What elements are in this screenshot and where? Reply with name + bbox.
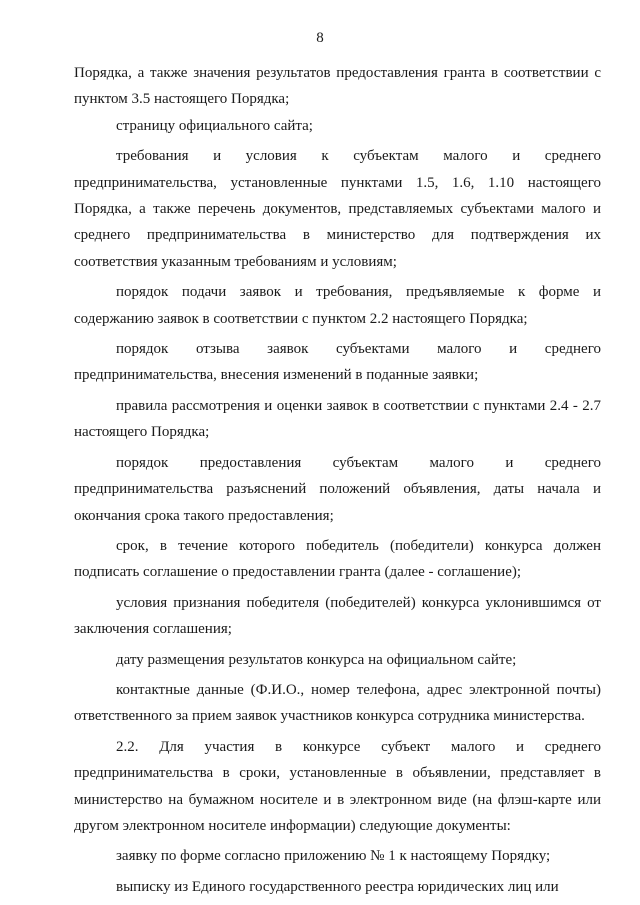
paragraph-clarifications: порядок предоставления субъектам малого и среднего предпринимательства разъяснений положений объявления, даты начала и окончания срока такого предоставления; xyxy=(74,454,601,524)
document-body xyxy=(74,60,601,904)
page-number: 8 xyxy=(316,30,324,46)
paragraph-review-rules: правила рассмотрения и оценки заявок в соответствии с пунктами 2.4 - 2.7 настоящего Порядка; xyxy=(74,397,601,441)
paragraph-section-2-2: 2.2. Для участия в конкурсе субъект малого и среднего предпринимательства в сроки, установленные в объявлении, представляет в министерство на бумажном носителе и в электронном виде (на флэш-карте или другом электронном носителе информации) следующие документы: xyxy=(74,738,601,834)
paragraph-signing-deadline: срок, в течение которого победитель (победители) конкурса должен подписать соглашение о предоставлении гранта (далее - соглашение); xyxy=(74,537,601,581)
paragraph-withdrawal-procedure: порядок отзыва заявок субъектами малого и среднего предпринимательства, внесения изменений в поданные заявки; xyxy=(74,341,601,384)
paragraph-contacts: контактные данные (Ф.И.О., номер телефона, адрес электронной почты) ответственного за прием заявок участников конкурса сотрудника министерства. xyxy=(74,681,601,725)
paragraph-application-form: заявку по форме согласно приложению № 1 к настоящему Порядку; xyxy=(116,848,551,865)
paragraph-registry-extract: выписку из Единого государственного реестра юридических лиц или xyxy=(116,878,559,895)
paragraph-requirements: требования и условия к субъектам малого и среднего предпринимательства, установленные пунктами 1.5, 1.6, 1.10 настоящего Порядка, а также перечень документов, представляемых субъектами малого и среднего предпринимательства в министерство для подтверждения их соответствия указанным требованиям и условиям; xyxy=(74,148,601,270)
paragraph-continuation: Порядка, а также значения результатов предоставления гранта в соответствии с пунктом 3.5 настоящего Порядка; xyxy=(74,65,601,108)
paragraph-website-page: страницу официального сайта; xyxy=(116,117,313,134)
paragraph-application-procedure: порядок подачи заявок и требования, предъявляемые к форме и содержанию заявок в соответствии с пунктом 2.2 настоящего Порядка; xyxy=(74,284,601,327)
paragraph-evasion-conditions: условия признания победителя (победителей) конкурса уклонившимся от заключения соглашения; xyxy=(74,594,601,638)
paragraph-results-date: дату размещения результатов конкурса на официальном сайте; xyxy=(116,651,517,668)
